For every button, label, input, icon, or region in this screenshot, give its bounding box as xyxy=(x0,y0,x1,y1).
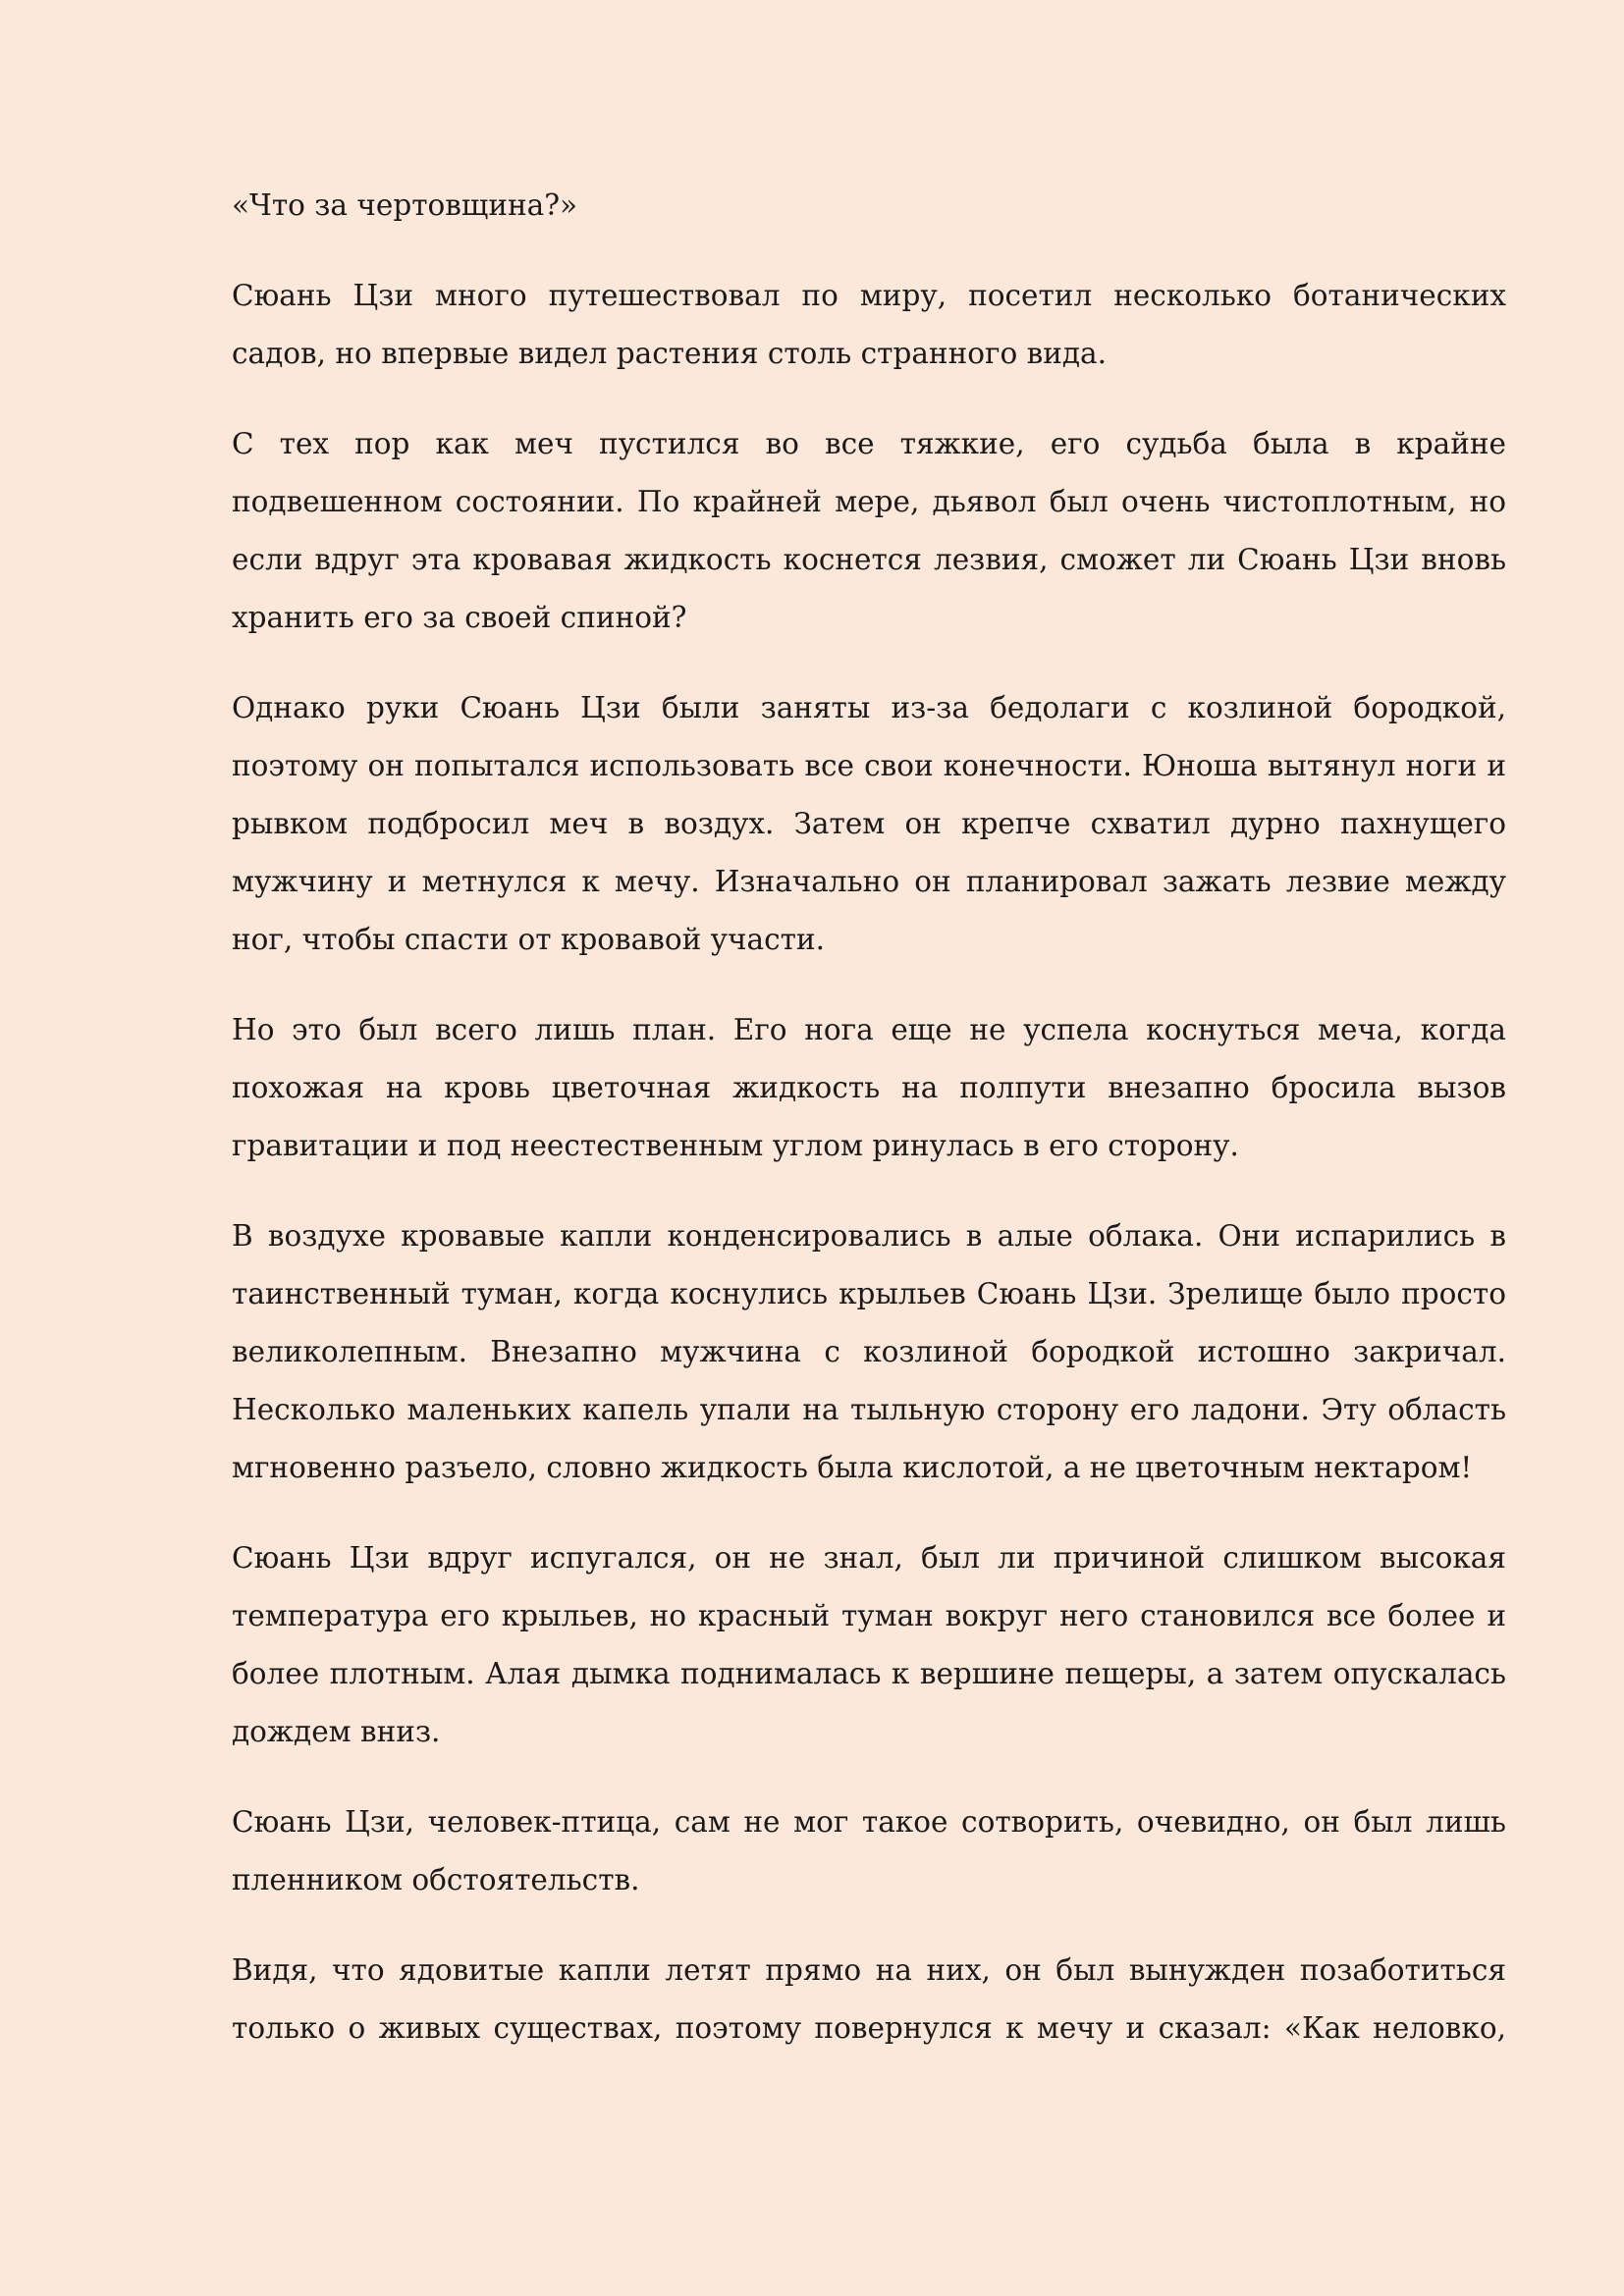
paragraph-2: Сюань Цзи много путешествовал по миру, посетил несколько ботанических садов, но впервые видел растения столь странного вида. xyxy=(232,279,1506,370)
document-page xyxy=(232,177,1506,2090)
paragraph-7: Сюань Цзи вдруг испугался, он не знал, был ли причиной слишком высокая температура его крыльев, но красный туман вокруг него становился все более и более плотным. Алая дымка поднималась к вершине пещеры, а затем опускалась дождем вниз. xyxy=(232,1541,1506,1748)
paragraph-1: «Что за чертовщина?» xyxy=(232,188,578,222)
paragraph-9: Видя, что ядовитые капли летят прямо на них, он был вынужден позаботиться только о живых существах, поэтому повернулся к мечу и сказал: «Как неловко, xyxy=(232,1953,1506,2045)
paragraph-3: С тех пор как меч пустился во все тяжкие, его судьба была в крайне подвешенном состоянии. По крайней мере, дьявол был очень чистоплотным, но если вдруг эта кровавая жидкость коснется лезвия, сможет ли Сюань Цзи вновь хранить его за своей спиной? xyxy=(232,427,1506,634)
paragraph-4: Однако руки Сюань Цзи были заняты из-за бедолаги с козлиной бородкой, поэтому он попытался использовать все свои конечности. Юноша вытянул ноги и рывком подбросил меч в воздух. Затем он крепче схватил дурно пахнущего мужчину и метнулся к мечу. Изначально он планировал зажать лезвие между ног, чтобы спасти от кровавой участи. xyxy=(232,691,1506,956)
paragraph-8: Сюань Цзи, человек-птица, сам не мог такое сотворить, очевидно, он был лишь пленником обстоятельств. xyxy=(232,1805,1506,1896)
paragraph-6: В воздухе кровавые капли конденсировались в алые облака. Они испарились в таинственный туман, когда коснулись крыльев Сюань Цзи. Зрелище было просто великолепным. Внезапно мужчина с козлиной бородкой истошно закричал. Несколько маленьких капель упали на тыльную сторону его ладони. Эту область мгновенно разъело, словно жидкость была кислотой, а не цветочным нектаром! xyxy=(232,1219,1506,1484)
paragraph-5: Но это был всего лишь план. Его нога еще не успела коснуться меча, когда похожая на кровь цветочная жидкость на полпути внезапно бросила вызов гравитации и под неестественным углом ринулась в его сторону. xyxy=(232,1013,1506,1162)
